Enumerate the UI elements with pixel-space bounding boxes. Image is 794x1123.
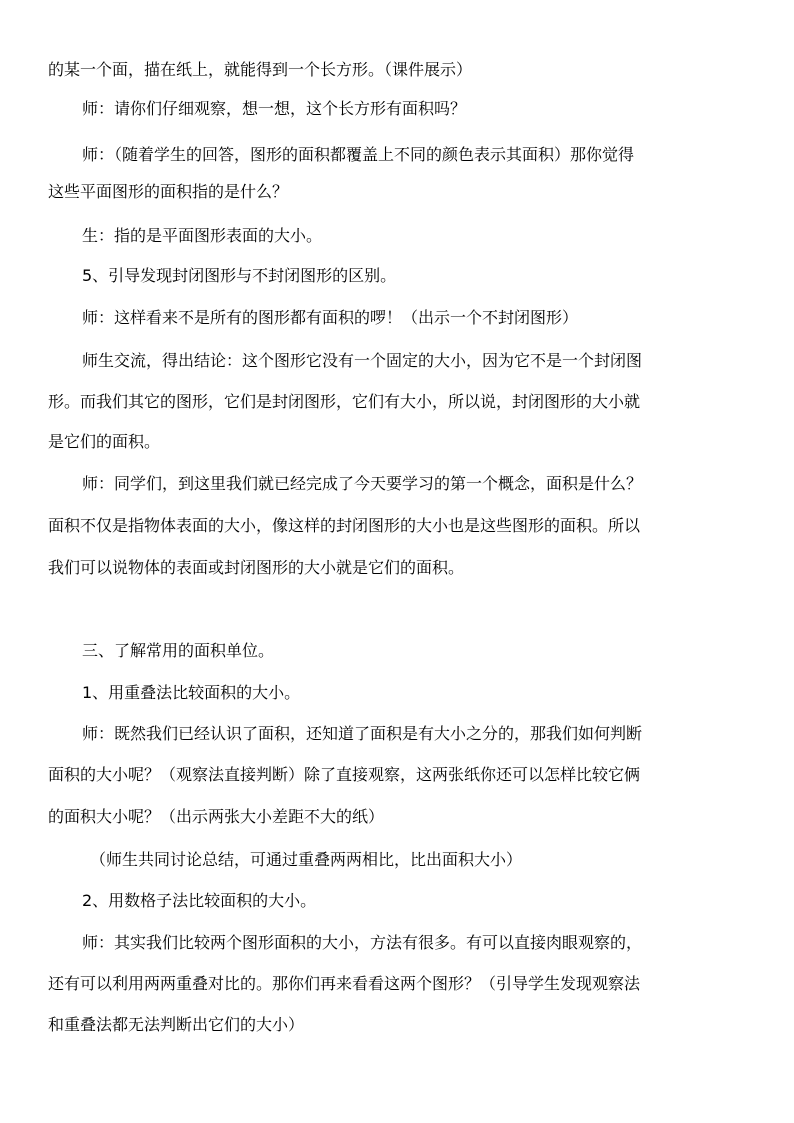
section-heading: 1、用重叠法比较面积的大小。 (82, 683, 301, 702)
paragraph-line: （师生共同讨论总结，可通过重叠两两相比，比出面积大小） (90, 850, 523, 869)
paragraph-line: 师：这样看来不是所有的图形都有面积的啰！（出示一个不封闭图形） (82, 308, 579, 327)
paragraph-line: 师：（随着学生的回答，图形的面积都覆盖上不同的颜色表示其面积）那你觉得 (82, 145, 635, 164)
paragraph-line: 面积不仅是指物体表面的大小，像这样的封闭图形的大小也是这些图形的面积。所以 (48, 516, 641, 535)
paragraph-line: 师：既然我们已经认识了面积，还知道了面积是有大小之分的，那我们如何判断 (82, 724, 643, 743)
paragraph-line: 师：其实我们比较两个图形面积的大小，方法有很多。有可以直接肉眼观察的， (82, 933, 643, 952)
section-heading: 2、用数格子法比较面积的大小。 (82, 891, 317, 910)
paragraph-line: 形。而我们其它的图形，它们是封闭图形，它们有大小，所以说，封闭图形的大小就 (48, 392, 641, 411)
section-heading: 三、了解常用的面积单位。 (82, 641, 275, 660)
paragraph-line: 面积的大小呢？（观察法直接判断）除了直接观察，这两张纸你还可以怎样比较它俩 (48, 765, 641, 784)
section-heading: 5、引导发现封闭图形与不封闭图形的区别。 (82, 266, 397, 285)
paragraph-line: 和重叠法都无法判断出它们的大小） (48, 1015, 305, 1034)
paragraph-line: 师生交流，得出结论：这个图形它没有一个固定的大小，因为它不是一个封闭图 (82, 351, 643, 370)
paragraph-line: 这些平面图形的面积指的是什么？ (48, 182, 289, 201)
paragraph-line: 师：请你们仔细观察，想一想，这个长方形有面积吗？ (82, 99, 467, 118)
paragraph-line: 的面积大小呢？（出示两张大小差距不大的纸） (48, 807, 385, 826)
paragraph-line: 的某一个面，描在纸上，就能得到一个长方形。（课件展示） (48, 60, 473, 79)
paragraph-line: 生：指的是平面图形表面的大小。 (82, 226, 323, 245)
paragraph-line: 我们可以说物体的表面或封闭图形的大小就是它们的面积。 (48, 558, 465, 577)
paragraph-line: 是它们的面积。 (48, 432, 161, 451)
paragraph-line: 还有可以利用两两重叠对比的。那你们再来看看这两个图形？（引导学生发现观察法 (48, 974, 641, 993)
paragraph-line: 师：同学们，到这里我们就已经完成了今天要学习的第一个概念，面积是什么？ (82, 474, 643, 493)
